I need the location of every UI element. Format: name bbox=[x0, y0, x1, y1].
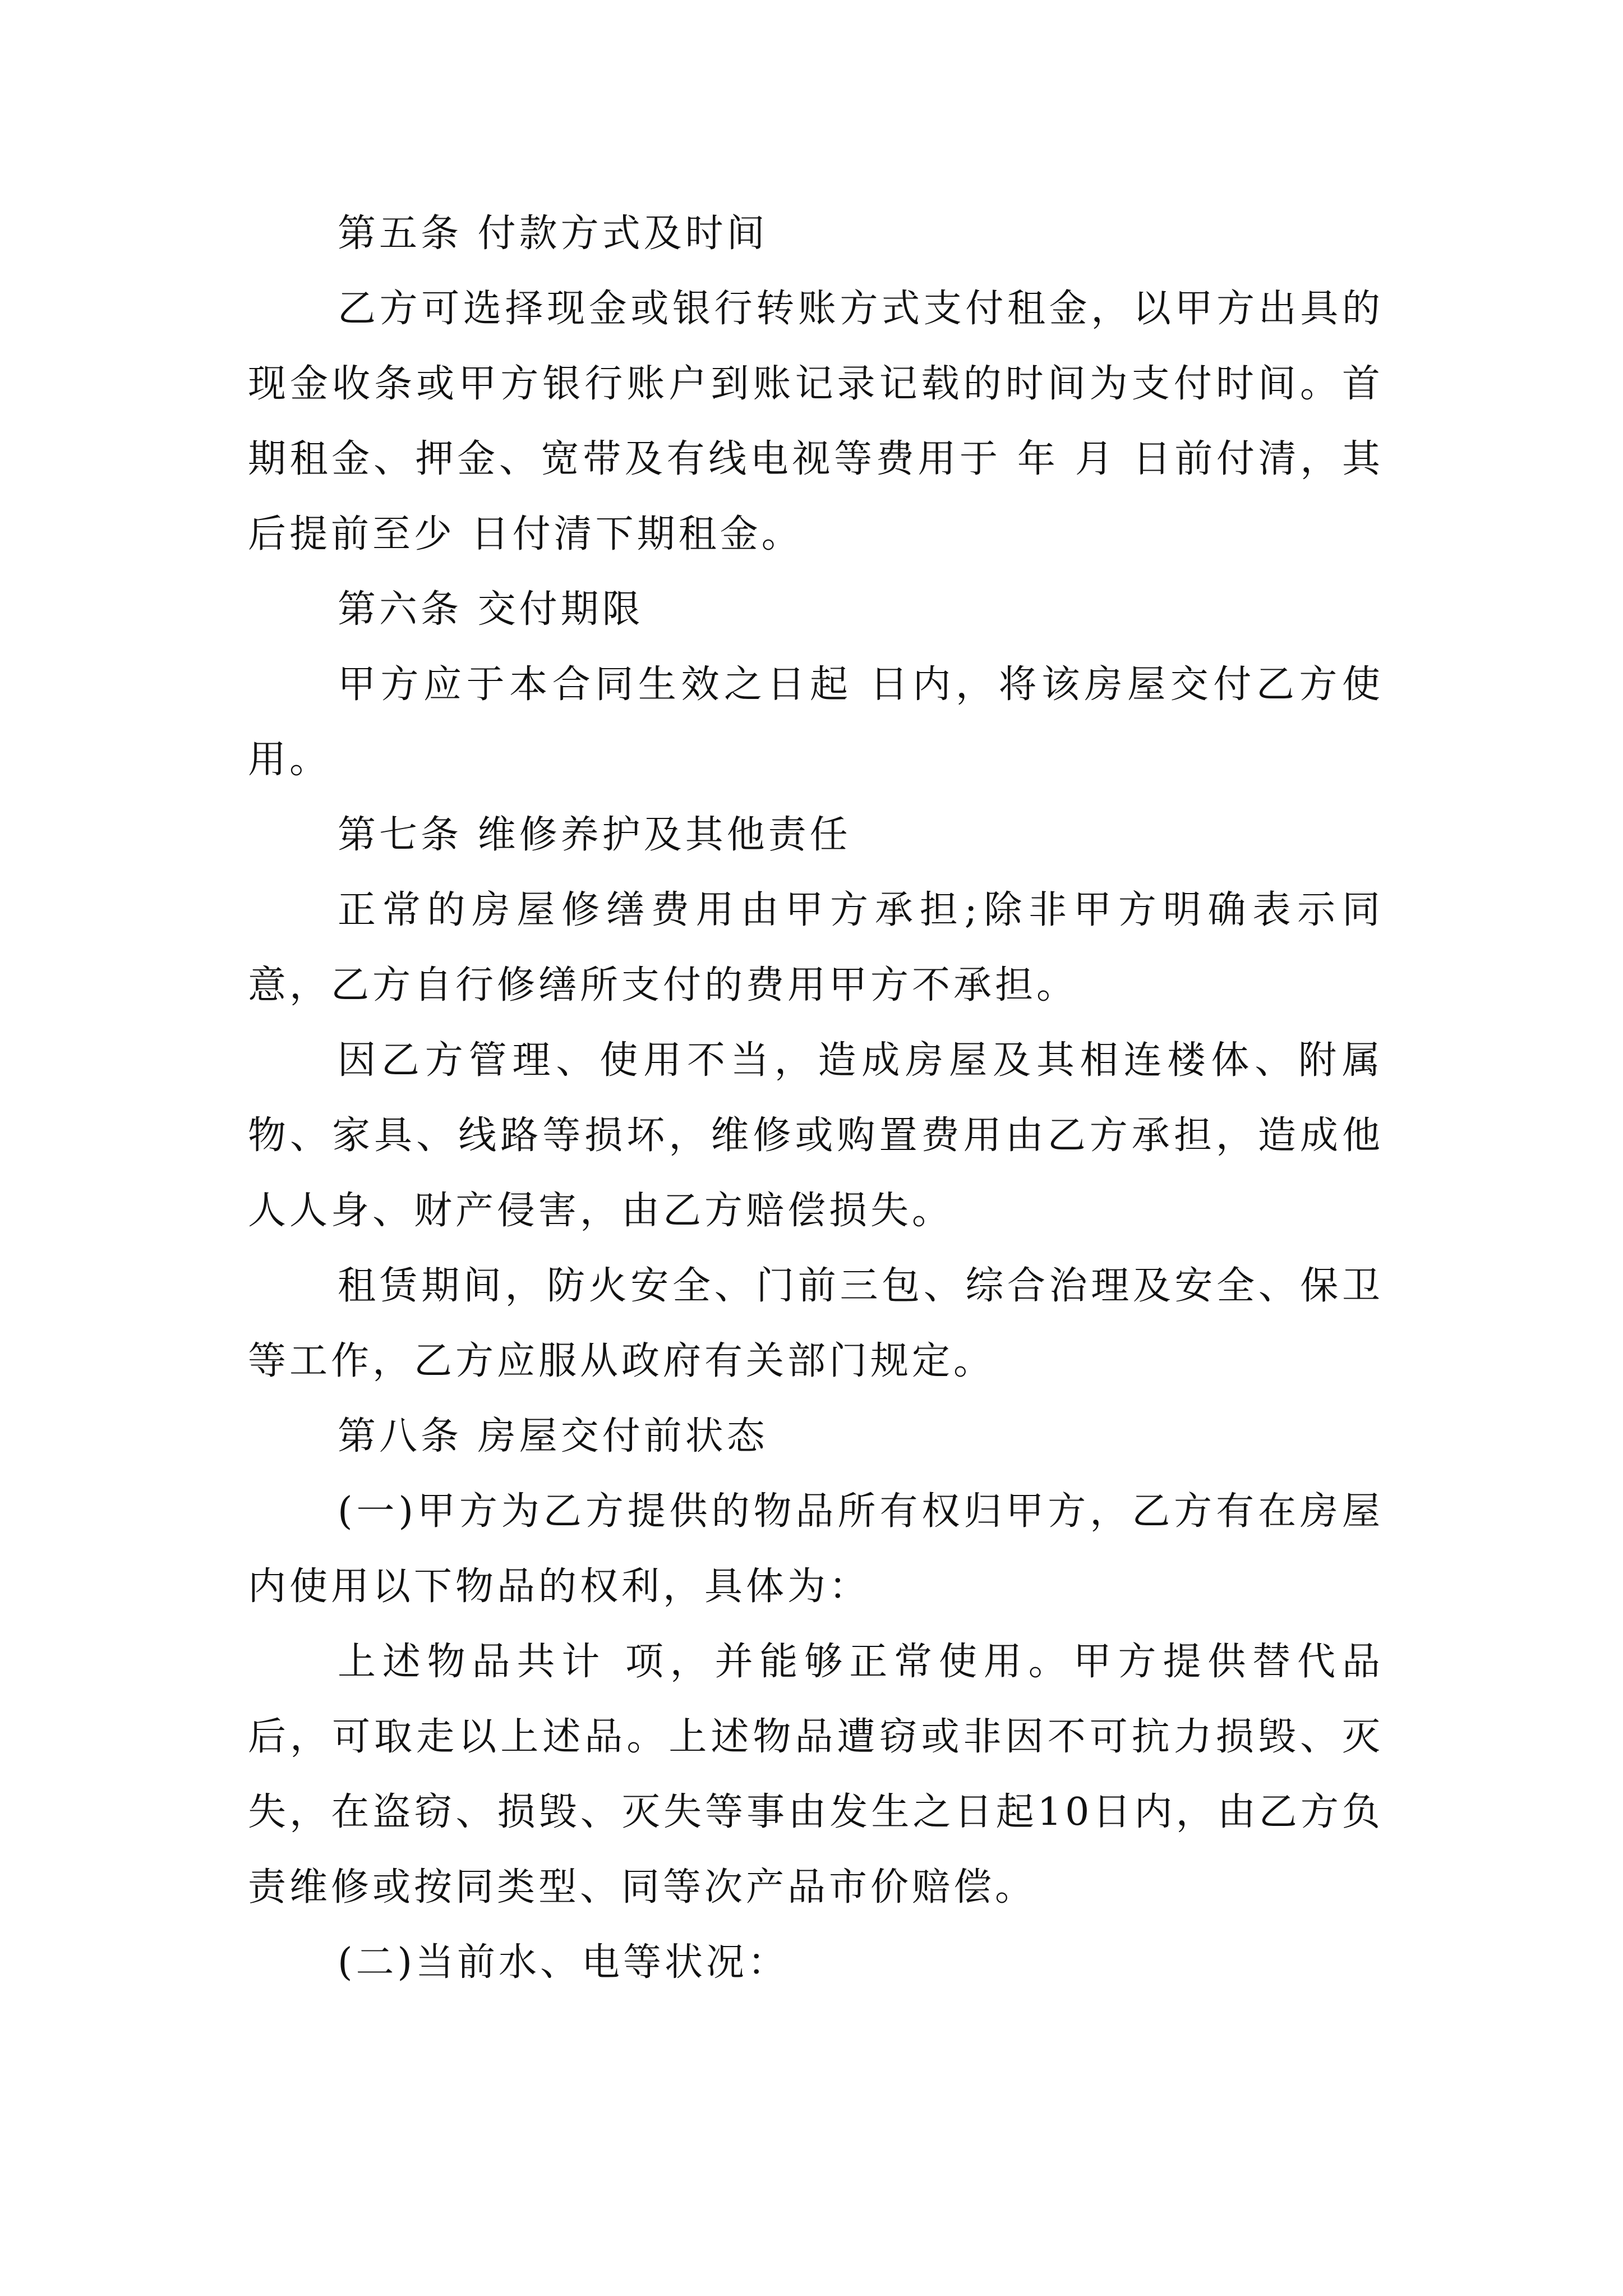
article-6-heading: 第六条 交付期限 bbox=[338, 587, 644, 632]
article-5-heading: 第五条 付款方式及时间 bbox=[338, 211, 768, 256]
article-5-body: 乙方可选择现金或银行转账方式支付租金，以甲方出具的现金收条或甲方银行账户到账记录记载的时间为支付时间。首期租金、押金、宽带及有线电视等费用于 年 月 日前付清，其后提前至少 日付清下期租金。 bbox=[248, 287, 1384, 556]
article-7-heading: 第七条 维修养护及其他责任 bbox=[338, 813, 851, 857]
article-7-body-3: 租赁期间，防火安全、门前三包、综合治理及安全、保卫等工作，乙方应服从政府有关部门规定。 bbox=[248, 1264, 1384, 1383]
article-8-item-1: (一)甲方为乙方提供的物品所有权归甲方，乙方有在房屋内使用以下物品的权利，具体为： bbox=[248, 1489, 1384, 1609]
article-7-body-1: 正常的房屋修缮费用由甲方承担;除非甲方明确表示同意，乙方自行修缮所支付的费用甲方不承担。 bbox=[248, 888, 1384, 1007]
article-8-item-2: (二)当前水、电等状况： bbox=[338, 1940, 790, 1985]
contract-body bbox=[248, 196, 1384, 2000]
article-6-body: 甲方应于本合同生效之日起 日内，将该房屋交付乙方使用。 bbox=[248, 662, 1384, 782]
article-7-body-2: 因乙方管理、使用不当，造成房屋及其相连楼体、附属物、家具、线路等损坏，维修或购置费用由乙方承担，造成他人人身、财产侵害，由乙方赔偿损失。 bbox=[248, 1038, 1384, 1233]
article-8-item-1-detail: 上述物品共计 项，并能够正常使用。甲方提供替代品后，可取走以上述品。上述物品遭窃或非因不可抗力损毁、灭失，在盗窃、损毁、灭失等事由发生之日起10日内，由乙方负责维修或按同类型、同等次产品市价赔偿。 bbox=[248, 1640, 1384, 1910]
article-8-heading: 第八条 房屋交付前状态 bbox=[338, 1414, 768, 1458]
